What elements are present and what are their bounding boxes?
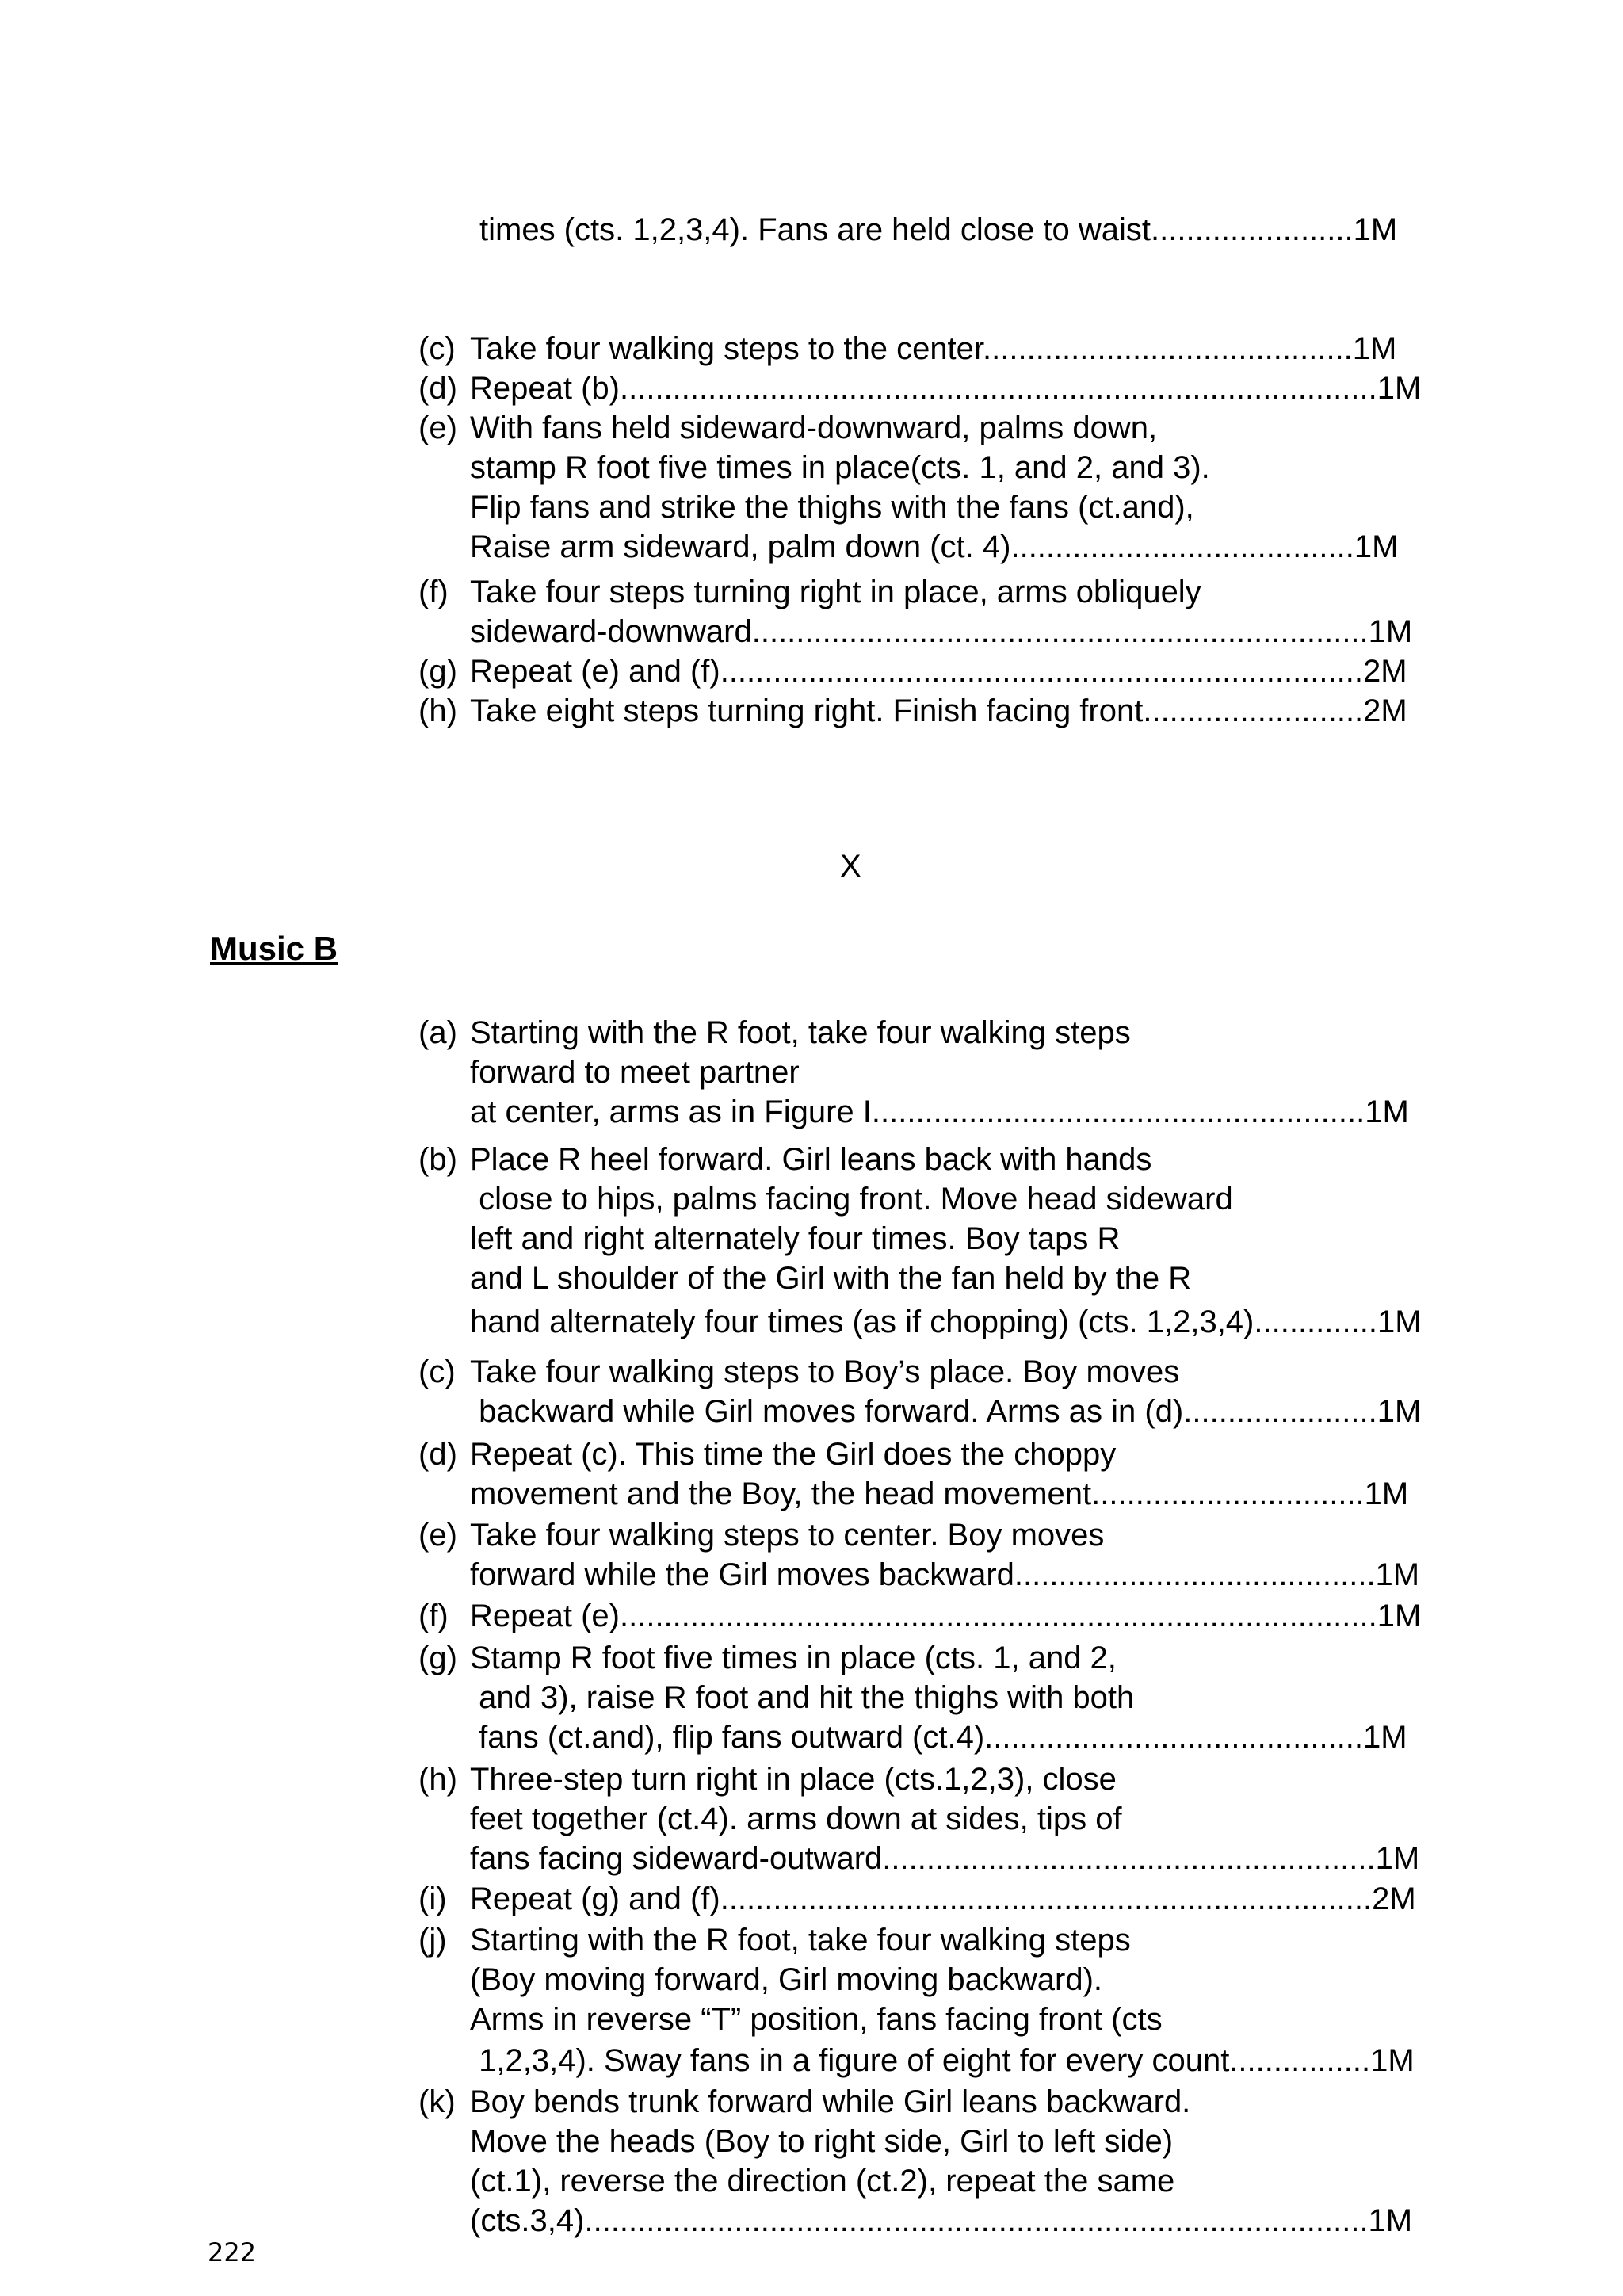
music-b-heading: Music B <box>210 930 338 967</box>
step-text: forward while the Girl moves backward.........................................1M <box>470 1557 1420 1592</box>
step-text: Place R heel forward. Girl leans back with hands <box>470 1142 1152 1177</box>
step-text: left and right alternately four times. Boy taps R <box>470 1221 1121 1256</box>
step-text: Move the heads (Boy to right side, Girl to left side) <box>470 2124 1174 2159</box>
step-text: Take eight steps turning right. Finish facing front.........................2M <box>470 693 1407 728</box>
step-text: and 3), raise R foot and hit the thighs with both <box>470 1680 1135 1715</box>
step-text: Repeat (b)......................................................................................1M <box>470 371 1422 406</box>
step-marker: (h) <box>418 693 457 728</box>
step-text: backward while Girl moves forward. Arms as in (d)......................1M <box>470 1394 1422 1429</box>
step-text: Take four walking steps to Boy’s place. Boy moves <box>470 1354 1180 1389</box>
step-text: (ct.1), reverse the direction (ct.2), repeat the same <box>470 2164 1175 2199</box>
step-text: and L shoulder of the Girl with the fan held by the R <box>470 1261 1192 1296</box>
step-text: Starting with the R foot, take four walking steps <box>470 1923 1131 1958</box>
step-text: Repeat (e)......................................................................................1M <box>470 1599 1422 1633</box>
step-marker: (d) <box>418 371 457 406</box>
step-text: Repeat (e) and (f).........................................................................2M <box>470 654 1407 689</box>
step-text: close to hips, palms facing front. Move head sideward <box>470 1182 1233 1217</box>
step-marker: (c) <box>418 331 456 366</box>
step-marker: (a) <box>418 1015 457 1050</box>
step-text: Repeat (c). This time the Girl does the choppy <box>470 1437 1117 1472</box>
step-marker: (h) <box>418 1762 457 1797</box>
step-text: Three-step turn right in place (cts.1,2,3), close <box>470 1762 1117 1797</box>
step-text: Repeat (g) and (f)..........................................................................2M <box>470 1881 1416 1916</box>
step-marker: (g) <box>418 1641 457 1675</box>
step-text: (Boy moving forward, Girl moving backward). <box>470 1962 1103 1997</box>
step-marker: (f) <box>418 1599 449 1633</box>
step-marker: (c) <box>418 1354 456 1389</box>
step-text: Take four walking steps to the center..........................................1M <box>470 331 1397 366</box>
step-text: Flip fans and strike the thighs with the fans (ct.and), <box>470 490 1194 525</box>
step-marker: (d) <box>418 1437 457 1472</box>
step-text: feet together (ct.4). arms down at sides, tips of <box>470 1801 1122 1836</box>
step-text: movement and the Boy, the head movement...............................1M <box>470 1477 1409 1511</box>
step-marker: (e) <box>418 411 457 445</box>
step-marker: (e) <box>418 1518 457 1553</box>
step-text: at center, arms as in Figure I........................................................1M <box>470 1095 1409 1129</box>
step-text: Starting with the R foot, take four walking steps <box>470 1015 1131 1050</box>
page-number: 222 <box>208 2237 257 2267</box>
step-text: stamp R foot five times in place(cts. 1, and 2, and 3). <box>470 450 1210 485</box>
step-text: times (cts. 1,2,3,4). Fans are held close to waist.......................1M <box>479 212 1398 247</box>
step-text: fans facing sideward-outward........................................................1M <box>470 1841 1420 1876</box>
step-marker: (f) <box>418 575 449 609</box>
step-text: Stamp R foot five times in place (cts. 1, and 2, <box>470 1641 1117 1675</box>
step-text: forward to meet partner <box>470 1055 800 1090</box>
step-text: 1,2,3,4). Sway fans in a figure of eight for every count................1M <box>470 2043 1415 2078</box>
step-text: (cts.3,4).........................................................................................1M <box>470 2203 1413 2238</box>
step-text: Take four walking steps to center. Boy moves <box>470 1518 1105 1553</box>
step-text: Boy bends trunk forward while Girl leans backward. <box>470 2084 1191 2119</box>
step-marker: (k) <box>418 2084 456 2119</box>
step-text: With fans held sideward-downward, palms down, <box>470 411 1158 445</box>
section-divider: X <box>840 849 861 884</box>
step-text: hand alternately four times (as if chopping) (cts. 1,2,3,4)..............1M <box>470 1305 1422 1339</box>
step-marker: (b) <box>418 1142 457 1177</box>
step-text: fans (ct.and), flip fans outward (ct.4)...........................................1M <box>470 1720 1407 1755</box>
step-marker: (i) <box>418 1881 447 1916</box>
step-marker: (g) <box>418 654 457 689</box>
step-text: Take four steps turning right in place, arms obliquely <box>470 575 1201 609</box>
step-text: Arms in reverse “T” position, fans facing front (cts <box>470 2002 1163 2037</box>
step-marker: (j) <box>418 1923 447 1958</box>
step-text: Raise arm sideward, palm down (ct. 4).......................................1M <box>470 529 1399 564</box>
step-text: sideward-downward......................................................................1M <box>470 614 1413 649</box>
